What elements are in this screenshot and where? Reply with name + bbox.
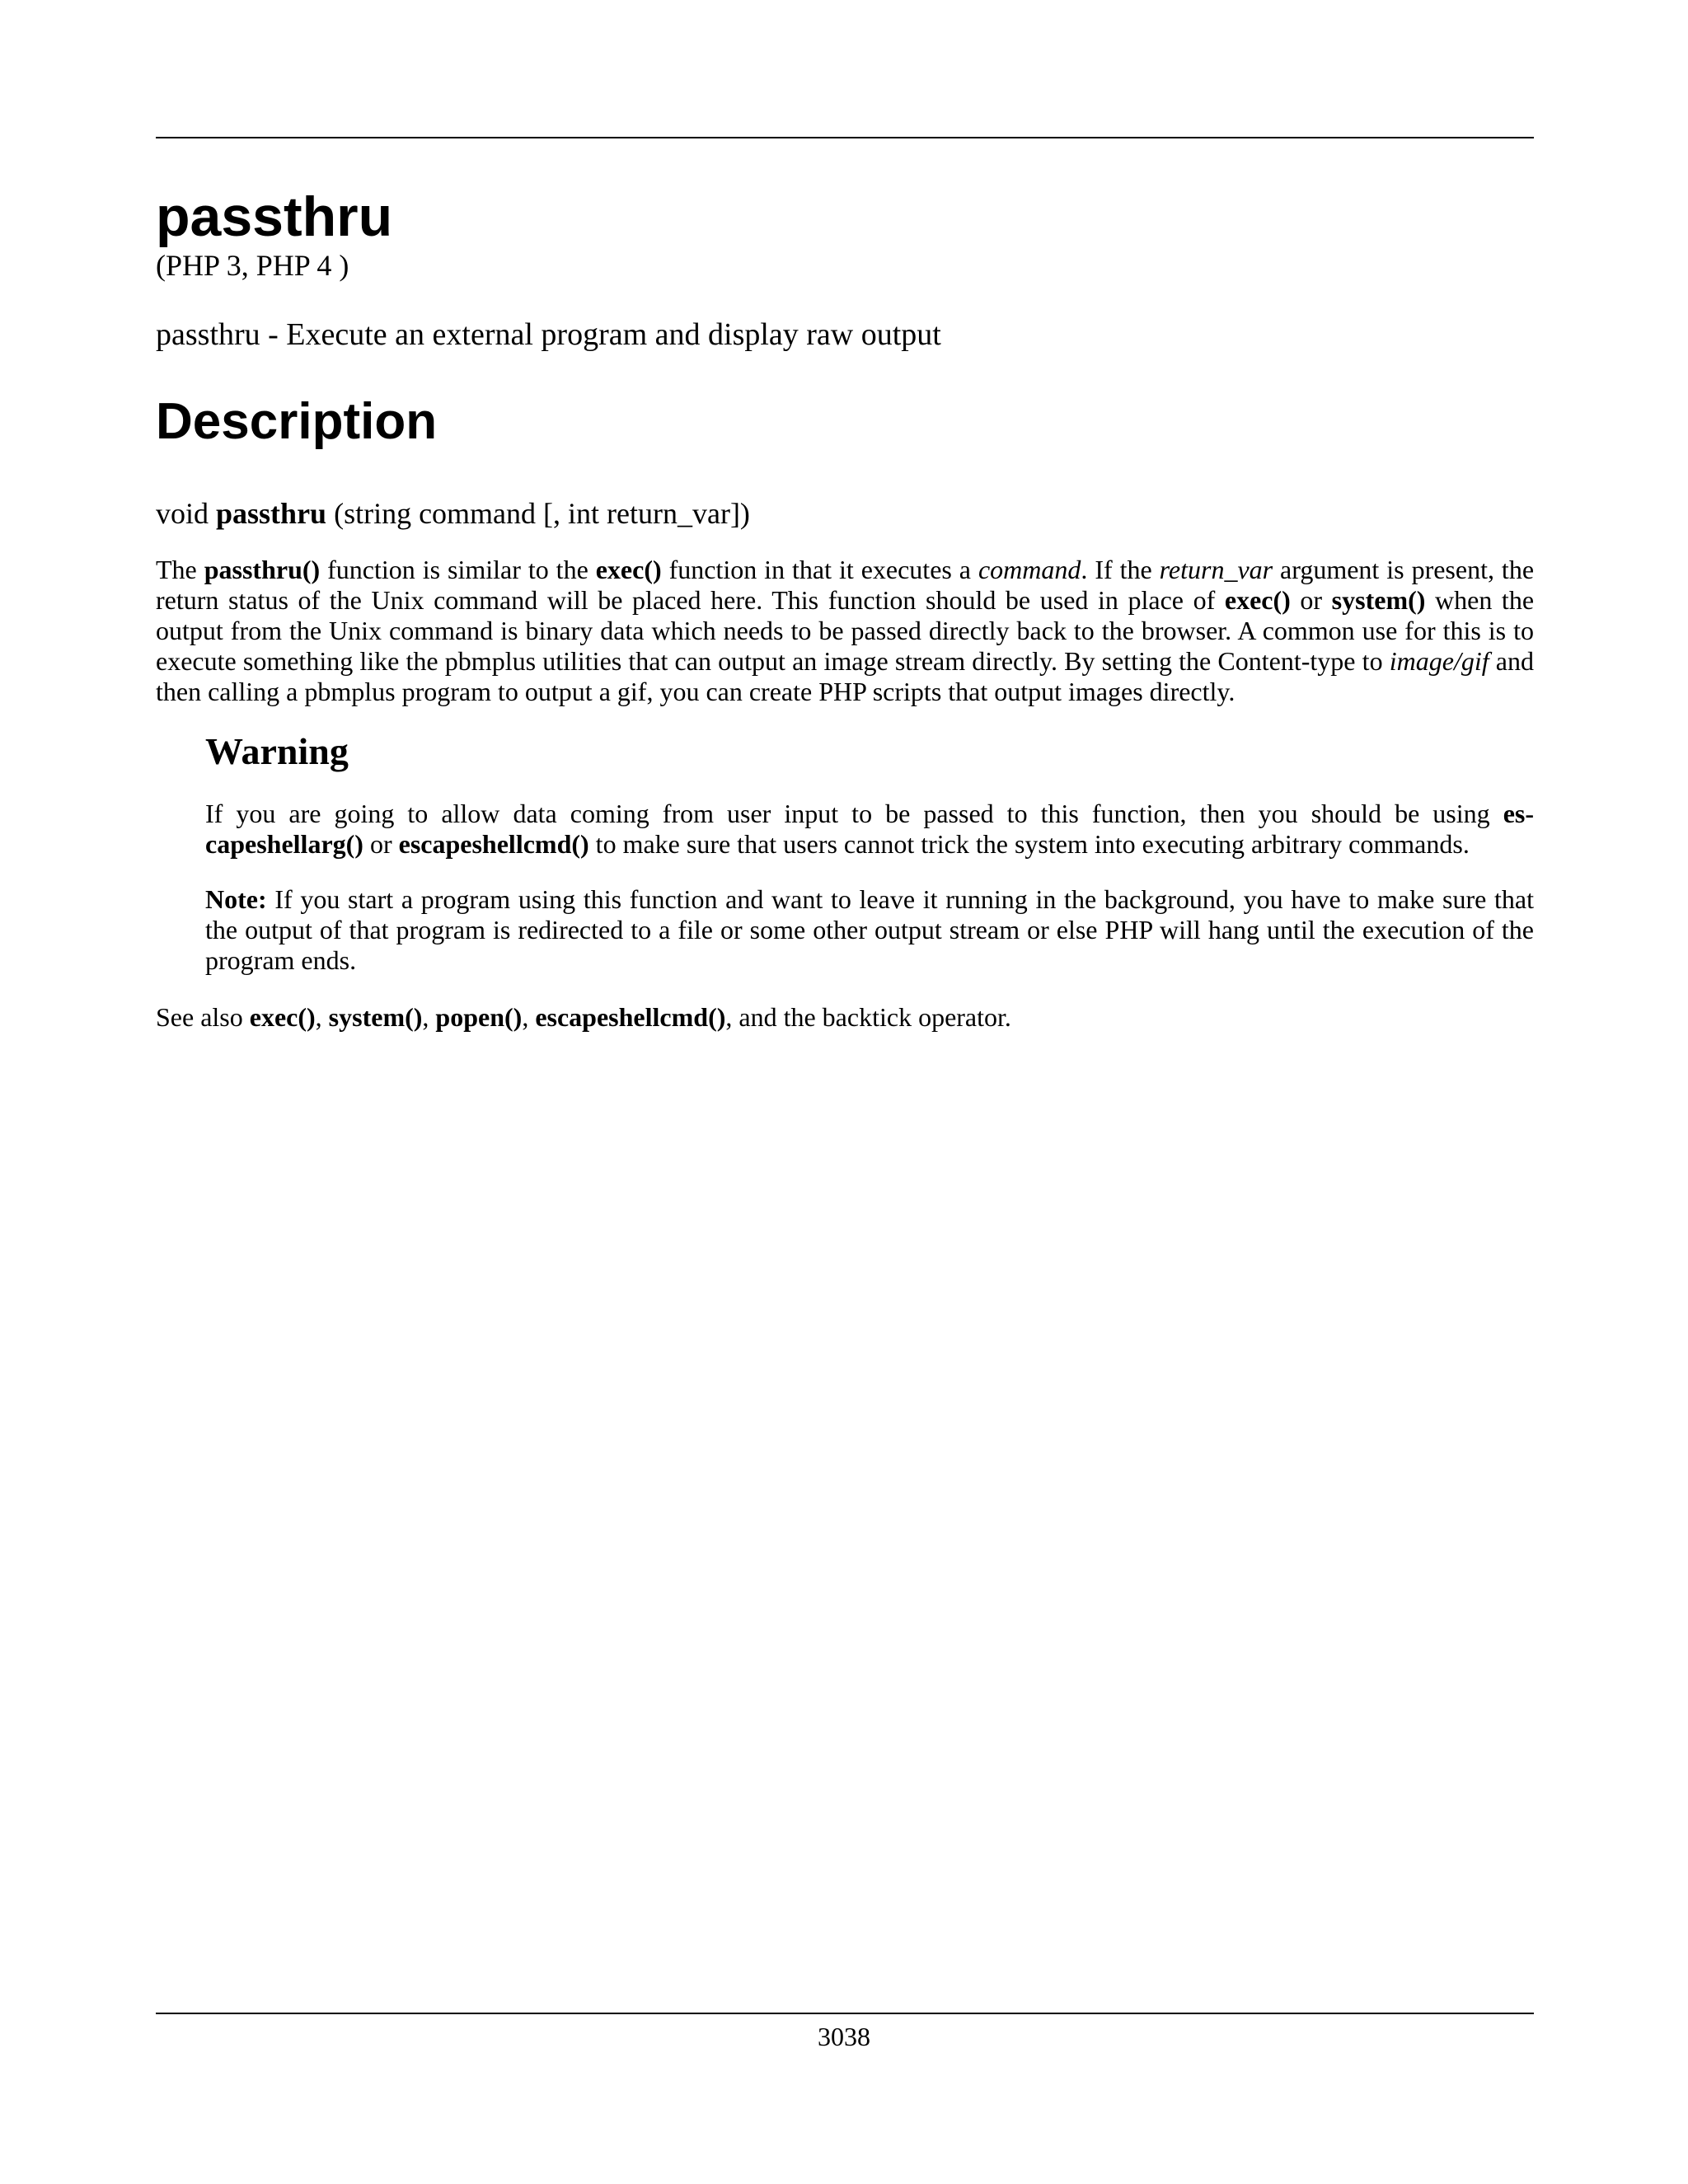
synopsis-params: (string command [, int return_var]) bbox=[326, 496, 750, 530]
param-ref-command: command bbox=[978, 554, 1081, 584]
text-run: function in that it executes a bbox=[661, 554, 978, 584]
function-ref-system: system() bbox=[328, 1001, 423, 1032]
warning-block bbox=[205, 729, 1534, 860]
footer-rule bbox=[156, 2013, 1534, 2014]
param-ref-return-var: return_var bbox=[1159, 554, 1273, 584]
refname-purpose: passthru - Execute an external program and display raw output bbox=[156, 316, 941, 352]
synopsis-function-name: passthru bbox=[216, 496, 327, 530]
function-ref-popen: popen() bbox=[435, 1001, 523, 1032]
function-ref-escapeshellcmd: escapeshellcmd() bbox=[535, 1001, 726, 1032]
text-run: The bbox=[156, 554, 204, 584]
text-run: to make sure that users cannot trick the system into executing arbitrary commands. bbox=[588, 828, 1470, 859]
text-run: If you are going to allow data coming from user input to be passed to this function, then you should be using bbox=[205, 798, 1503, 828]
text-run: or bbox=[363, 828, 399, 859]
page-content bbox=[156, 186, 1534, 1033]
function-ref-escapeshellcmd: escapeshellcmd() bbox=[398, 828, 589, 859]
text-run: , bbox=[422, 1001, 436, 1032]
text-run: , and the backtick operator. bbox=[725, 1001, 1011, 1032]
header-rule bbox=[156, 137, 1534, 138]
note-block bbox=[205, 884, 1534, 976]
text-run: . If the bbox=[1081, 554, 1160, 584]
function-ref-exec: exec() bbox=[595, 554, 662, 584]
function-synopsis bbox=[156, 494, 1534, 533]
description-paragraph bbox=[156, 555, 1534, 707]
synopsis-return-type: void bbox=[156, 496, 217, 530]
text-run: If you start a program using this function and want to leave it running in the background, you have to make sure that the output of that program is redirected to a file or some other output stream or else PHP will hang until the execution of the program ends. bbox=[205, 883, 1534, 975]
text-run: , bbox=[522, 1001, 536, 1032]
text-run: , bbox=[315, 1001, 329, 1032]
text-run: See also bbox=[156, 1001, 250, 1032]
function-ref-system: system() bbox=[1331, 584, 1426, 615]
function-title: passthru bbox=[156, 185, 393, 248]
warning-text bbox=[205, 799, 1534, 860]
text-run: when the output from the Unix command is binary data which needs to be passed directly back to the browser. A common use for this is to execute something like the pbmplus utilities that can output an image stream directly. By setting the Content-type to bbox=[156, 584, 1535, 676]
note-text bbox=[205, 884, 1534, 976]
php-versions: (PHP 3, PHP 4 ) bbox=[156, 248, 349, 282]
text-run: function is similar to the bbox=[320, 554, 596, 584]
function-ref-passthru: passthru() bbox=[204, 554, 321, 584]
note-label: Note: bbox=[205, 883, 267, 914]
description-heading: Description bbox=[156, 393, 438, 451]
page-number: 3038 bbox=[818, 2022, 870, 2051]
function-ref-exec: exec() bbox=[1224, 584, 1291, 615]
text-run: and then calling a pbmplus program to output a gif, you can create PHP scripts that output images directly. bbox=[156, 645, 1535, 706]
text-run: argument is present, the return status of the Unix command will be placed here. This function should be used in place of bbox=[156, 554, 1535, 615]
function-ref-exec: exec() bbox=[249, 1001, 316, 1032]
warning-heading: Warning bbox=[205, 729, 349, 772]
see-also bbox=[156, 1002, 1534, 1033]
text-run: or bbox=[1290, 584, 1332, 615]
function-ref-escapeshellarg: escapeshellarg() bbox=[205, 798, 1534, 859]
mime-type-ref: image/gif bbox=[1389, 645, 1489, 676]
